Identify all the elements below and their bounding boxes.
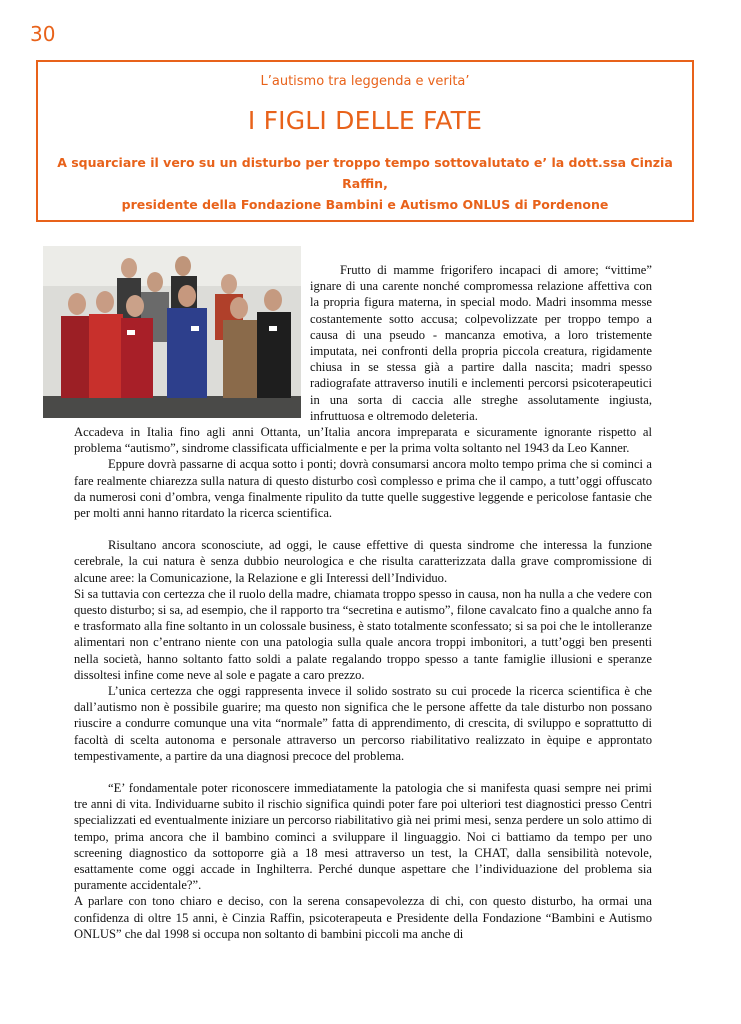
article-paragraph-2: Eppure dovrà passarne di acqua sotto i ponti; dovrà consumarsi ancora molto tempo prima che si cominci a fare realmente chiarezza sulla natura di questo disturbo così complesso e prima che il campo, a tutt’oggi offuscato da numerosi coni d’ombra, venga finalmente ripulito da tutte quelle suggestive leggende e pericolose fantasie che per molti anni hanno ritardato la ricerca scientifica. [74,457,652,521]
article-intro-paragraph: Frutto di mamme frigorifero incapaci di amore; “vittime” ignare di una carente nonché compromessa relazione affettiva con la propria figura materna, in special modo. Madri insomma messe costantemente sotto accusa; colpevolizzate per troppo tempo a causa di una pseudo - mancanza emotiva, a loro tristemente imputata, nei confronti della propria piccola creatura, rigidamente chiusa in se stessa già a partire dalla nascita; madri spesso radiografate attraverso inutili e inclementi percorsi psicoterapeutici in una sorta di caccia alle streghe assolutamente ingiusta, infruttuosa e oltremodo deleteria. [310,263,652,423]
paragraph-spacer [74,521,652,537]
group-photo-image [43,246,301,418]
article-subtitle-line-2: presidente della Fondazione Bambini e Autismo ONLUS di Pordenone [121,197,609,212]
article-title: I FIGLI DELLE FATE [247,106,483,135]
article-subtitle [48,152,682,215]
article-kicker: L’autismo tra leggenda e verita’ [260,74,470,89]
article-subtitle-line-1: A squarciare il vero su un disturbo per troppo tempo sottovalutato e’ la dott.ssa Cinzia Raffin, [57,155,673,191]
article-paragraph-5: L’unica certezza che oggi rappresenta invece il solido sostrato su cui procede la ricerca scientifica è che dall’autismo non è possibile guarire; ma questo non significa che le persone affette da tale disturbo non possano riuscire a condurre comunque una vita “normale” fatta di apprendimento, di crescita, di sviluppo e soprattutto di facoltà di scelta autonoma e personale attraverso un percorso riabilitativo realizzato in èquipe e approntato tempestivamente, a partire da una diagnosi precoce del problema. [74,684,652,763]
group-photo [43,246,301,418]
article-intro-column [310,262,652,424]
paragraph-spacer [74,764,652,780]
article-header-box [36,60,694,222]
article-paragraph-6: “E’ fondamentale poter riconoscere immediatamente la patologia che si manifesta quasi sempre nei primi tre anni di vita. Individuarne subito il rischio significa quindi poter fare poi ulteriori test diagnostici presso Centri specializzati ed eventualmente iniziare un percorso riabilitativo già nei primi mesi, senza perdere un solo attimo di tempo, prima ancora che il bambino cominci a sviluppare il linguaggio. Noi ci battiamo da tempo per uno screening diagnostico da sottoporre già a 18 mesi attraverso un test, la CHAT, dalla sensibilità notevole, esattamente come oggi accade in Inghilterra. Perché dunque aspettare che l’individuazione del problema sia puramente accidentale?”. [74,781,652,893]
article-paragraph-7: A parlare con tono chiaro e deciso, con la serena consapevolezza di chi, con questo disturbo, ha ormai una confidenza di oltre 15 anni, è Cinzia Raffin, psicoterapeuta e Presidente della Fondazione “Bambini e Autismo ONLUS” che dal 1998 si occupa non soltanto di bambini piccoli ma anche di [74,894,652,941]
article-paragraph-4: Si sa tuttavia con certezza che il ruolo della madre, chiamata troppo spesso in causa, non ha nulla a che vedere con questo disturbo; si sa, ad esempio, che il rapporto tra “secretina e autismo”, filone cavalcato fino a qualche anno fa e trasformato alla fine soltanto in un colossale business, è stato totalmente sconfessato; si sa poi che le intolleranze alimentari non c’entrano niente con una patologia sulla quale ancora troppi imbonitori, a tutt’oggi ben presenti nella società, hanno soltanto fatto soldi a palate regalando troppo spesso a tante famiglie illusioni e speranze dissoltesi infine come neve al sole e pagate a caro prezzo. [74,586,652,682]
article-body [74,424,652,942]
article-paragraph-3: Risultano ancora sconosciute, ad oggi, le cause effettive di questa sindrome che interessa la funzione cerebrale, la cui natura è senza dubbio neurologica e che risulta caratterizzata dalla grave compromissione di alcune aree: la Comunicazione, la Relazione e gli Interessi dell’Individuo. [74,538,652,585]
article-paragraph-1: Accadeva in Italia fino agli anni Ottanta, un’Italia ancora impreparata e sicuramente ignorante rispetto al problema “autismo”, sindrome classificata ufficialmente e per la prima volta soltanto nel 1943 da Leo Kanner. [74,425,652,456]
page-number: 30 [30,22,56,46]
